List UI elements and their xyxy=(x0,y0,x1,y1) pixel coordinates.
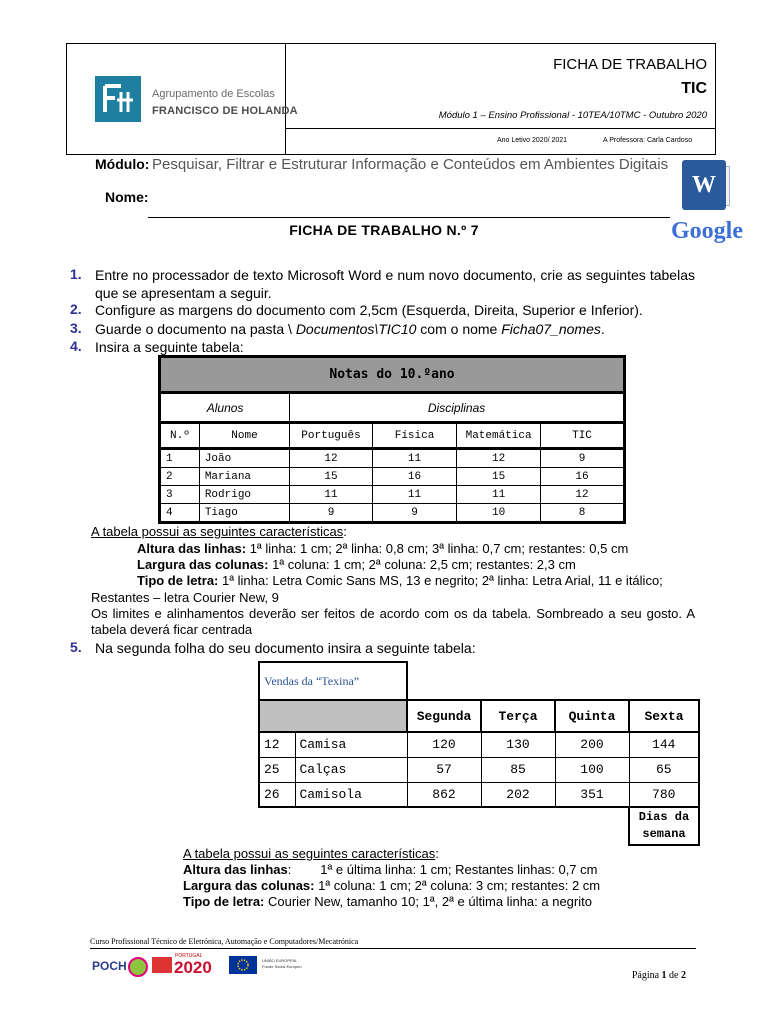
item-4-text: Insira a seguinte tabela: xyxy=(95,339,244,355)
t1-specs-intro xyxy=(91,524,347,540)
eu-text: UNIÃO EUROPEIA Fundo Social Europeu xyxy=(262,958,302,969)
col-header: TIC xyxy=(541,423,625,449)
cell: 11 xyxy=(372,449,456,468)
t2-specs-intro xyxy=(183,846,439,862)
cell: 26 xyxy=(259,782,295,807)
cell: 9 xyxy=(372,504,456,523)
header-rule xyxy=(285,128,715,129)
t1-spec-altura-label: Altura das linhas: xyxy=(137,541,247,556)
cell: 57 xyxy=(407,757,481,782)
t1-specs-colon: : xyxy=(343,524,347,539)
t2-specs-intro-text: A tabela possui as seguintes características xyxy=(183,846,436,861)
name-underline xyxy=(148,217,670,218)
t2-spec-altura-value: : 1ª e última linha: 1 cm; Restantes linhas: 0,7 cm xyxy=(287,862,598,877)
cell: 120 xyxy=(407,732,481,757)
t2-spec-altura xyxy=(183,862,597,878)
item-1-number: 1. xyxy=(70,266,82,282)
item-3-part-c: com o nome xyxy=(416,321,502,337)
cell: 12 xyxy=(259,732,295,757)
course-name: Curso Profissional Técnico de Eletrónica, Automação e Computadores/Mecatrónica xyxy=(90,937,359,946)
google-text: Google xyxy=(671,218,743,244)
col-header: Nome xyxy=(199,423,289,449)
t1-spec-tipo-value: 1ª linha: Letra Comic Sans MS, 13 e negrito; 2ª linha: Letra Arial, 11 e itálico; xyxy=(218,573,663,588)
t1-specs-intro-text: A tabela possui as seguintes características xyxy=(91,524,344,539)
module-value: Pesquisar, Filtrar e Estruturar Informação e Conteúdos em Ambientes Digitais xyxy=(152,156,669,173)
t1-spec-largura-value: 1ª coluna: 1 cm; 2ª coluna: 2,5 cm; restantes: 2,3 cm xyxy=(268,557,576,572)
table-row xyxy=(259,732,699,757)
t1-spec-restantes: Restantes – letra Courier New, 9 xyxy=(91,590,279,605)
cell: 202 xyxy=(481,782,555,807)
footer-rule xyxy=(90,948,696,949)
cell: 12 xyxy=(541,486,625,504)
col-header: Sexta xyxy=(629,700,699,732)
ficha-title: FICHA DE TRABALHO N.º 7 xyxy=(289,222,479,238)
poch-text: POCH xyxy=(92,959,127,973)
page-total: 2 xyxy=(681,970,686,981)
cell: 11 xyxy=(290,486,373,504)
grades-table xyxy=(158,355,626,524)
worksheet-title: FICHA DE TRABALHO xyxy=(553,56,707,73)
cell: 351 xyxy=(555,782,629,807)
t1-spec-altura-value: 1ª linha: 1 cm; 2ª linha: 0,8 cm; 3ª linha: 0,7 cm; restantes: 0,5 cm xyxy=(246,541,629,556)
table-row xyxy=(259,757,699,782)
item-5-number: 5. xyxy=(70,639,82,655)
cell: 100 xyxy=(555,757,629,782)
group-alunos: Alunos xyxy=(160,393,290,423)
sales-table xyxy=(258,661,700,846)
cell: Mariana xyxy=(199,468,289,486)
cell: 12 xyxy=(457,449,541,468)
table-row xyxy=(160,449,625,468)
eu-flag-icon xyxy=(229,956,257,974)
portugal-2020-logo: 2020 xyxy=(174,958,212,977)
cell: 862 xyxy=(407,782,481,807)
word-icon: W xyxy=(682,160,726,210)
app-icons xyxy=(668,160,758,275)
t2-spec-largura-value: 1ª coluna: 1 cm; 2ª coluna: 3 cm; restantes: 2 cm xyxy=(314,878,601,893)
t2-specs-colon: : xyxy=(435,846,439,861)
cell: 12 xyxy=(290,449,373,468)
t1-spec-altura xyxy=(137,541,628,557)
cell: Tiago xyxy=(199,504,289,523)
cell: 9 xyxy=(290,504,373,523)
cell: 10 xyxy=(457,504,541,523)
cell: João xyxy=(199,449,289,468)
page-number xyxy=(632,970,686,981)
table-row xyxy=(160,504,625,523)
module-label: Módulo: xyxy=(95,156,150,172)
cell: 780 xyxy=(629,782,699,807)
teacher: A Professora: Carla Cardoso xyxy=(603,137,693,144)
name-label: Nome: xyxy=(105,189,149,205)
cell: 11 xyxy=(372,486,456,504)
page-mid: de xyxy=(666,970,681,981)
t2-spec-tipo-value: Courier New, tamanho 10; 1ª, 2ª e última linha: a negrito xyxy=(264,894,592,909)
cell: 65 xyxy=(629,757,699,782)
group-disciplinas: Disciplinas xyxy=(290,393,625,423)
item-4-number: 4. xyxy=(70,338,82,354)
cell: 15 xyxy=(290,468,373,486)
t2-spec-altura-label: Altura das linhas xyxy=(183,862,288,877)
col-header: Quinta xyxy=(555,700,629,732)
school-logo-icon xyxy=(95,76,141,122)
portugal-flag-icon xyxy=(152,957,172,973)
cell: 3 xyxy=(160,486,200,504)
col-header: Português xyxy=(290,423,373,449)
poch-logo xyxy=(92,955,148,977)
t2-spec-largura xyxy=(183,878,600,894)
t1-spec-largura-label: Largura das colunas: xyxy=(137,557,269,572)
cell: 16 xyxy=(372,468,456,486)
cell: 200 xyxy=(555,732,629,757)
cell: 25 xyxy=(259,757,295,782)
item-2-number: 2. xyxy=(70,301,82,317)
cell: 11 xyxy=(457,486,541,504)
school-name-line1: Agrupamento de Escolas xyxy=(152,88,275,100)
col-header: Terça xyxy=(481,700,555,732)
t2-spec-largura-label: Largura das colunas: xyxy=(183,878,315,893)
poch-swirl-icon xyxy=(128,957,148,977)
item-3-number: 3. xyxy=(70,320,82,336)
header-box xyxy=(66,43,716,155)
school-name-line2: FRANCISCO DE HOLANDA xyxy=(152,105,298,117)
days-line1: Dias da xyxy=(638,810,690,824)
cell: 8 xyxy=(541,504,625,523)
cell: 2 xyxy=(160,468,200,486)
item-3-filename: Ficha07_nomes xyxy=(501,321,601,337)
cell: Calças xyxy=(295,757,407,782)
item-1-text: Entre no processador de texto Microsoft Word e num novo documento, crie as seguintes tabelas que se apresentam a seguir. xyxy=(95,267,695,301)
item-3-part-e: . xyxy=(600,321,605,337)
page-prefix: Página xyxy=(631,970,662,981)
module-line: Módulo 1 – Ensino Profissional - 10TEA/10TMC - Outubro 2020 xyxy=(438,110,707,121)
cell: 1 xyxy=(160,449,200,468)
col-header: N.º xyxy=(160,423,200,449)
table-row xyxy=(160,486,625,504)
header-shaded-cell xyxy=(259,700,407,732)
cell: Camisola xyxy=(295,782,407,807)
cell: 9 xyxy=(541,449,625,468)
cell: 16 xyxy=(541,468,625,486)
cell: 85 xyxy=(481,757,555,782)
table-row xyxy=(160,468,625,486)
portugal-label: PORTUGAL xyxy=(175,953,203,959)
t2-spec-tipo-label: Tipo de letra: xyxy=(183,894,265,909)
t1-spec-tipo-label: Tipo de letra: xyxy=(137,573,219,588)
cell: 15 xyxy=(457,468,541,486)
cell: Camisa xyxy=(295,732,407,757)
sales-table-title: Vendas da “Texina” xyxy=(259,662,407,700)
school-year: Ano Letivo 2020/ 2021 xyxy=(497,137,568,144)
col-header: Segunda xyxy=(407,700,481,732)
grades-table-title: Notas do 10.ºano xyxy=(160,357,625,393)
t1-spec-tipo xyxy=(137,573,663,589)
days-line2: semana xyxy=(642,827,686,841)
item-2-text: Configure as margens do documento com 2,5cm (Esquerda, Direita, Superior e Inferior). xyxy=(95,302,643,318)
subject: TIC xyxy=(681,80,707,97)
col-header: Física xyxy=(372,423,456,449)
page-current: 1 xyxy=(661,970,667,981)
t1-spec-limites: Os limites e alinhamentos deverão ser feitos de acordo com os da tabela. Sombreado a seu gosto. A tabela deverá ficar centrada xyxy=(91,606,695,637)
cell: 144 xyxy=(629,732,699,757)
cell: Rodrigo xyxy=(199,486,289,504)
cell: 130 xyxy=(481,732,555,757)
item-5-text: Na segunda folha do seu documento insira a seguinte tabela: xyxy=(95,640,476,656)
header-divider xyxy=(285,44,286,154)
cell: 4 xyxy=(160,504,200,523)
table-row xyxy=(259,782,699,807)
item-3-part-a: Guarde o documento na pasta \ xyxy=(95,321,296,337)
item-3-text xyxy=(95,320,605,338)
col-header: Matemática xyxy=(457,423,541,449)
t2-spec-tipo xyxy=(183,894,592,910)
item-3-folder: Documentos\TIC10 xyxy=(295,321,417,337)
days-of-week-cell xyxy=(629,807,699,845)
t1-spec-largura xyxy=(137,557,576,573)
